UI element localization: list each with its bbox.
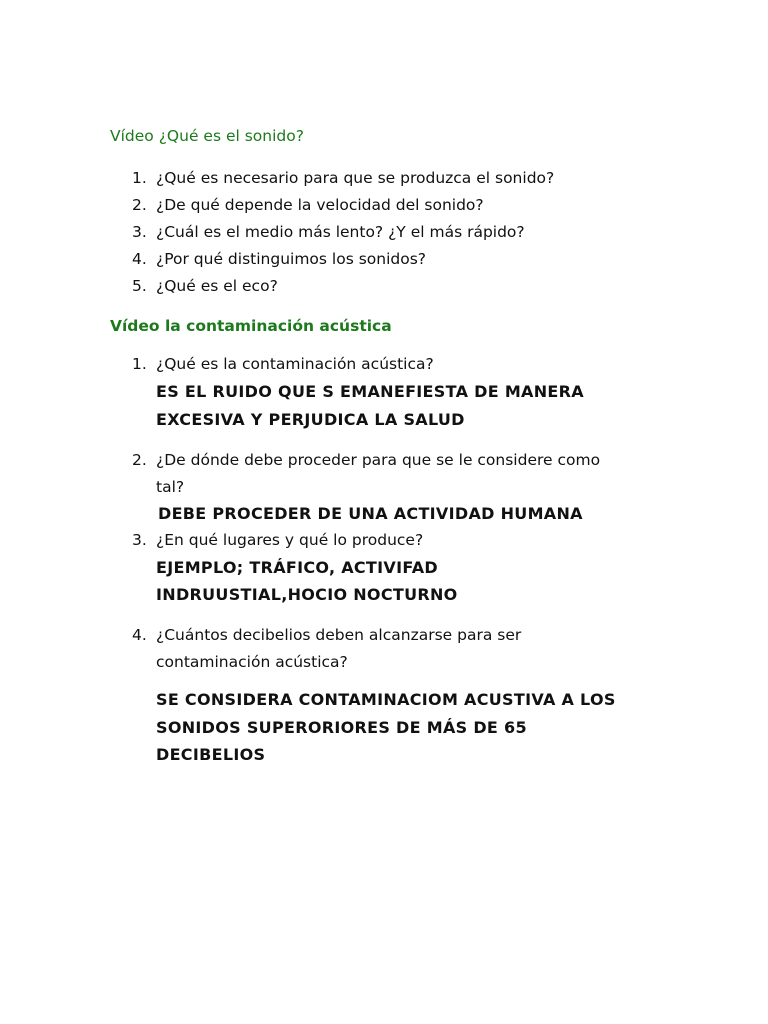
s1-question-4 [132, 250, 426, 268]
s2-question-3 [132, 531, 423, 549]
s2-question-1 [132, 355, 434, 373]
s1-question-4-text: ¿Por qué distinguimos los sonidos? [156, 250, 427, 268]
s2-question-4-number: 4. [132, 626, 147, 644]
s1-question-5-text: ¿Qué es el eco? [156, 277, 278, 295]
s2-question-4-text: ¿Cuántos decibelios deben alcanzarse para ser [156, 626, 522, 644]
s2-answer-1-line-2: EXCESIVA Y PERJUDICA LA SALUD [156, 410, 465, 429]
s2-question-2-text: ¿De dónde debe proceder para que se le considere como [156, 451, 601, 469]
s2-answer-2-line-1: DEBE PROCEDER DE UNA ACTIVIDAD HUMANA [158, 504, 583, 523]
s1-question-4-number: 4. [132, 250, 147, 268]
s2-question-2 [132, 451, 600, 469]
s1-question-3-text: ¿Cuál es el medio más lento? ¿Y el más rápido? [156, 223, 525, 241]
s2-question-2-continuation: tal? [156, 478, 185, 496]
section1-title: Vídeo ¿Qué es el sonido? [110, 127, 304, 145]
s1-question-2-number: 2. [132, 196, 147, 214]
s2-answer-4-line-2: SONIDOS SUPERORIORES DE MÁS DE 65 [156, 718, 527, 737]
s1-question-5 [132, 277, 278, 295]
s2-answer-3-line-1: EJEMPLO; TRÁFICO, ACTIVIFAD [156, 558, 438, 577]
s2-question-1-text: ¿Qué es la contaminación acústica? [156, 355, 434, 373]
s2-question-3-text: ¿En qué lugares y qué lo produce? [156, 531, 424, 549]
s1-question-1-number: 1. [132, 169, 147, 187]
s1-question-1 [132, 169, 554, 187]
s1-question-3 [132, 223, 525, 241]
section2-title: Vídeo la contaminación acústica [110, 317, 392, 335]
s1-question-2 [132, 196, 484, 214]
s1-question-3-number: 3. [132, 223, 147, 241]
s2-answer-3-line-2: INDRUUSTIAL,HOCIO NOCTURNO [156, 585, 458, 604]
s2-question-3-number: 3. [132, 531, 147, 549]
s2-question-4 [132, 626, 521, 644]
s1-question-1-text: ¿Qué es necesario para que se produzca el sonido? [156, 169, 555, 187]
s2-question-1-number: 1. [132, 355, 147, 373]
s2-question-2-number: 2. [132, 451, 147, 469]
s2-answer-4-line-1: SE CONSIDERA CONTAMINACIOM ACUSTIVA A LOS [156, 690, 616, 709]
s2-question-4-continuation: contaminación acústica? [156, 653, 348, 671]
s1-question-2-text: ¿De qué depende la velocidad del sonido? [156, 196, 484, 214]
s2-answer-1-line-1: ES EL RUIDO QUE S EMANEFIESTA DE MANERA [156, 382, 584, 401]
s2-answer-4-line-3: DECIBELIOS [156, 745, 266, 764]
s1-question-5-number: 5. [132, 277, 147, 295]
